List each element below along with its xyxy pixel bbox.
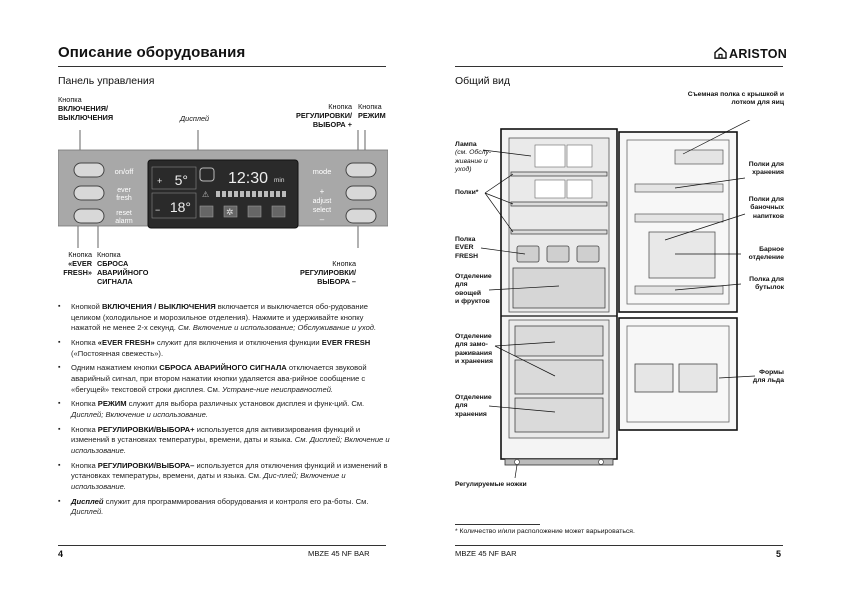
label-shelves-left: Полки*: [455, 189, 479, 196]
warning-icon: ⚠: [202, 190, 210, 199]
label-ice-trays: Формы для льда: [752, 369, 784, 385]
label-minus: –: [319, 215, 325, 224]
label-can-shelves: Полки для баночных напитков: [748, 196, 784, 220]
label-storage-shelves: Полки для хранения: [748, 161, 784, 177]
label-plus: +: [319, 187, 325, 196]
model-left: MBZE 45 NF BAR: [308, 549, 370, 558]
page-title: Описание оборудования: [58, 44, 246, 61]
display-min: min: [274, 177, 285, 184]
label-removable-shelf: Съемная полка с крышкой и лотком для яиц: [687, 91, 784, 107]
callout-power: Кнопка ВКЛЮЧЕНИЯ/ ВЫКЛЮЧЕНИЯ: [58, 95, 114, 122]
label-adjustable-feet: Регулируемые ножки: [455, 481, 527, 488]
label-vegetables: Отделение для овощей и фруктов: [455, 273, 492, 306]
header-rule-left: [58, 66, 386, 67]
page-number-left: 4: [58, 549, 64, 559]
callout-ever-fresh: Кнопка «EVER FRESH»: [63, 250, 92, 277]
label-alarm: alarm: [115, 218, 133, 225]
label-lamp: Лампа (см. Обслу- живание и уход): [455, 141, 492, 174]
label-fresh: fresh: [116, 195, 132, 202]
feature-list: [58, 302, 390, 522]
page-number-right: 5: [776, 549, 782, 559]
list-item: ▪ Дисплей служит для программирования оборудования и контроля его ра-боты. См. Дисплей.: [58, 497, 390, 518]
svg-text:−: −: [155, 205, 161, 215]
list-item: ▪ Кнопкой ВКЛЮЧЕНИЯ / ВЫКЛЮЧЕНИЯ включается и выключается обо-рудование целиком (холодильное и морозильное отделения). Нажмите и удерживайте кнопку нажатой не менее 2-х секунд. См. Включение и использование; Обслуживание и уход.: [58, 302, 390, 334]
display-time: 12:30: [227, 170, 268, 187]
footnote: * Количество и/или расположение может варьироваться.: [455, 528, 635, 535]
label-reset: reset: [116, 210, 132, 217]
control-panel-heading: Панель управления: [58, 75, 155, 87]
house-icon: [714, 47, 727, 59]
footer-rule-right: [455, 545, 783, 546]
label-freezer: Отделение для замо- раживания и хранения: [455, 333, 493, 366]
list-item: ▪ Кнопка РЕЖИМ служит для выбора различных установок дисплея и функ-ций. См. Дисплей; Включение и использование.: [58, 399, 390, 420]
model-right: MBZE 45 NF BAR: [455, 549, 517, 558]
callout-display: Дисплей: [180, 114, 210, 123]
list-item: ▪ Кнопка РЕГУЛИРОВКИ/ВЫБОРА+ используется для активизирования функций и изменений в установках температуры, времени, даты и языка. См. Дисплей; Включение и использование.: [58, 425, 390, 457]
label-onoff: on/off: [114, 167, 134, 176]
reset-alarm-button[interactable]: [74, 209, 104, 223]
display-screen: [148, 160, 298, 228]
brand-logo: [714, 47, 787, 61]
function-icon-3: [248, 206, 261, 217]
label-ever: ever: [117, 187, 131, 194]
fridge-temp: 5°: [174, 172, 188, 188]
callout-adjust-minus: Кнопка РЕГУЛИРОВКИ/ ВЫБОРА –: [300, 259, 356, 286]
label-adjust: adjust: [312, 198, 332, 205]
overview-heading: Общий вид: [455, 75, 511, 87]
function-icon-1: [200, 206, 213, 217]
control-panel-illustration: [58, 130, 388, 248]
label-ever-fresh-shelf: Полка EVER FRESH: [455, 236, 479, 260]
header-rule-right: [455, 66, 783, 67]
svg-text:✲: ✲: [226, 207, 234, 217]
callout-reset: Кнопка СБРОСА АВАРИЙНОГО СИГНАЛА: [97, 250, 149, 286]
power-button[interactable]: [74, 163, 104, 177]
svg-text:+: +: [157, 176, 163, 186]
label-bar: Барное отделение: [748, 246, 784, 262]
adjust-minus-button[interactable]: [346, 209, 376, 223]
mode-button[interactable]: [346, 163, 376, 177]
label-storage: Отделение для хранения: [455, 394, 492, 418]
callout-adjust-plus: Кнопка РЕГУЛИРОВКИ/ ВЫБОРА +: [296, 102, 352, 129]
freezer-temp: 18°: [169, 199, 191, 215]
list-item: ▪ Кнопка «EVER FRESH» служит для включения и отключения функции EVER FRESH («Постоянная свежесть»).: [58, 338, 390, 359]
callout-mode: Кнопка РЕЖИМ: [358, 102, 386, 120]
adjustable-feet: [505, 459, 613, 465]
label-mode: mode: [312, 167, 332, 176]
adjust-plus-button[interactable]: [346, 186, 376, 200]
footnote-rule: [455, 524, 540, 525]
label-bottles: Полка для бутылок: [749, 276, 784, 292]
ever-fresh-button[interactable]: [74, 186, 104, 200]
list-item: ▪ Одним нажатием кнопки СБРОСА АВАРИЙНОГО СИГНАЛА отключается звуковой аварийный сигнал, при втором нажатии кнопки удаляется ава-рийное сообщение с «бегущей» текстовой строки дисплея. См. Устране-ние неисправностей.: [58, 363, 390, 395]
function-icon-4: [272, 206, 285, 217]
list-item: ▪ Кнопка РЕГУЛИРОВКИ/ВЫБОРА– используется для отключения функций и изменений в установках температуры, времени, даты и языка. См. Дис-плей; Включение и использование.: [58, 461, 390, 493]
brand-name: ARISTON: [729, 47, 788, 61]
footer-rule-left: [58, 545, 386, 546]
label-select: select: [312, 207, 332, 214]
